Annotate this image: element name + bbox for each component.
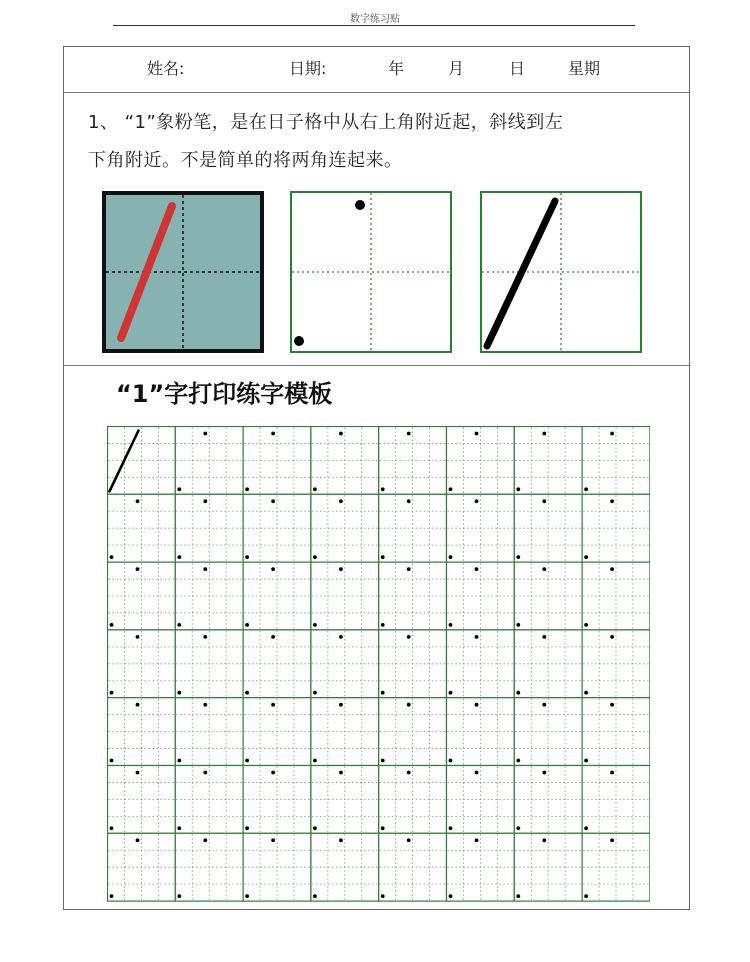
end-dot <box>516 826 520 830</box>
end-dot <box>177 759 181 763</box>
demo-cell-dots <box>290 191 452 353</box>
instruction-line-1: 1、 “1”象粉笔，是在日子格中从右上角附近起，斜线到左 <box>88 112 564 133</box>
end-dot <box>177 487 181 491</box>
weekday-label: 星期 <box>568 59 601 78</box>
start-dot <box>339 703 343 707</box>
end-dot <box>584 555 588 559</box>
start-dot <box>475 838 479 842</box>
start-dot <box>542 567 546 571</box>
end-dot <box>177 894 181 898</box>
watermark <box>268 612 508 660</box>
start-dot <box>475 771 479 775</box>
end-dot <box>245 487 249 491</box>
start-dot <box>610 771 614 775</box>
start-dot <box>407 567 411 571</box>
end-dot <box>449 555 453 559</box>
start-dot <box>271 567 275 571</box>
section-divider <box>64 365 689 366</box>
start-dot <box>610 432 614 436</box>
start-dot <box>136 838 140 842</box>
start-dot <box>610 703 614 707</box>
practice-grid <box>107 426 650 906</box>
end-dot <box>381 691 385 695</box>
end-dot <box>516 555 520 559</box>
start-dot <box>203 703 207 707</box>
end-dot <box>584 691 588 695</box>
end-dot <box>449 487 453 491</box>
end-dot <box>110 623 114 627</box>
end-dot <box>245 894 249 898</box>
start-dot <box>610 499 614 503</box>
template-title: “1”字打印练字模板 <box>116 380 333 408</box>
start-dot <box>136 703 140 707</box>
demo-cell-colored <box>102 191 264 353</box>
end-dot <box>584 826 588 830</box>
start-dot <box>542 635 546 639</box>
start-dot <box>136 771 140 775</box>
end-dot <box>177 555 181 559</box>
end-dot <box>110 894 114 898</box>
end-dot <box>516 487 520 491</box>
start-dot <box>203 838 207 842</box>
start-dot <box>203 499 207 503</box>
name-label: 姓名: <box>147 59 185 78</box>
end-dot <box>313 826 317 830</box>
end-dot <box>449 691 453 695</box>
demo-cell-black-stroke <box>480 191 642 353</box>
end-dot <box>381 759 385 763</box>
demo-end-dot <box>294 336 304 346</box>
end-dot <box>110 555 114 559</box>
start-dot <box>136 567 140 571</box>
start-dot <box>542 771 546 775</box>
start-dot <box>542 838 546 842</box>
start-dot <box>136 635 140 639</box>
end-dot <box>381 894 385 898</box>
start-dot <box>339 838 343 842</box>
end-dot <box>177 691 181 695</box>
end-dot <box>313 555 317 559</box>
end-dot <box>516 759 520 763</box>
start-dot <box>407 499 411 503</box>
end-dot <box>449 826 453 830</box>
start-dot <box>203 567 207 571</box>
end-dot <box>584 623 588 627</box>
end-dot <box>177 623 181 627</box>
start-dot <box>475 703 479 707</box>
end-dot <box>110 691 114 695</box>
start-dot <box>203 771 207 775</box>
end-dot <box>245 691 249 695</box>
end-dot <box>381 487 385 491</box>
end-dot <box>584 759 588 763</box>
end-dot <box>584 894 588 898</box>
start-dot <box>136 499 140 503</box>
start-dot <box>475 499 479 503</box>
start-dot <box>475 432 479 436</box>
end-dot <box>245 826 249 830</box>
start-dot <box>271 432 275 436</box>
start-dot <box>339 771 343 775</box>
start-dot <box>407 838 411 842</box>
day-label: 日 <box>509 59 526 78</box>
year-label: 年 <box>388 59 405 78</box>
end-dot <box>245 623 249 627</box>
end-dot <box>381 555 385 559</box>
start-dot <box>271 838 275 842</box>
start-dot <box>610 838 614 842</box>
start-dot <box>271 703 275 707</box>
start-dot <box>339 567 343 571</box>
end-dot <box>584 487 588 491</box>
end-dot <box>110 826 114 830</box>
end-dot <box>516 691 520 695</box>
start-dot <box>203 635 207 639</box>
end-dot <box>110 759 114 763</box>
header-divider <box>113 25 635 26</box>
demo-start-dot <box>355 200 365 210</box>
end-dot <box>516 894 520 898</box>
start-dot <box>407 771 411 775</box>
start-dot <box>407 703 411 707</box>
end-dot <box>381 826 385 830</box>
instruction-text <box>88 104 678 180</box>
month-label: 月 <box>448 59 465 78</box>
info-row-divider <box>64 92 689 93</box>
date-label: 日期: <box>289 59 327 78</box>
end-dot <box>449 759 453 763</box>
start-dot <box>203 432 207 436</box>
start-dot <box>475 567 479 571</box>
end-dot <box>313 691 317 695</box>
start-dot <box>542 703 546 707</box>
start-dot <box>542 432 546 436</box>
start-dot <box>271 771 275 775</box>
end-dot <box>177 826 181 830</box>
start-dot <box>407 432 411 436</box>
start-dot <box>542 499 546 503</box>
end-dot <box>313 894 317 898</box>
start-dot <box>271 499 275 503</box>
end-dot <box>245 759 249 763</box>
start-dot <box>339 499 343 503</box>
start-dot <box>339 432 343 436</box>
page-header-title: 数字练习贴 <box>350 14 400 25</box>
instruction-line-2: 下角附近。不是简单的将两角连起来。 <box>88 150 403 171</box>
end-dot <box>245 555 249 559</box>
end-dot <box>449 894 453 898</box>
start-dot <box>610 567 614 571</box>
end-dot <box>313 487 317 491</box>
start-dot <box>610 635 614 639</box>
end-dot <box>516 623 520 627</box>
end-dot <box>313 759 317 763</box>
